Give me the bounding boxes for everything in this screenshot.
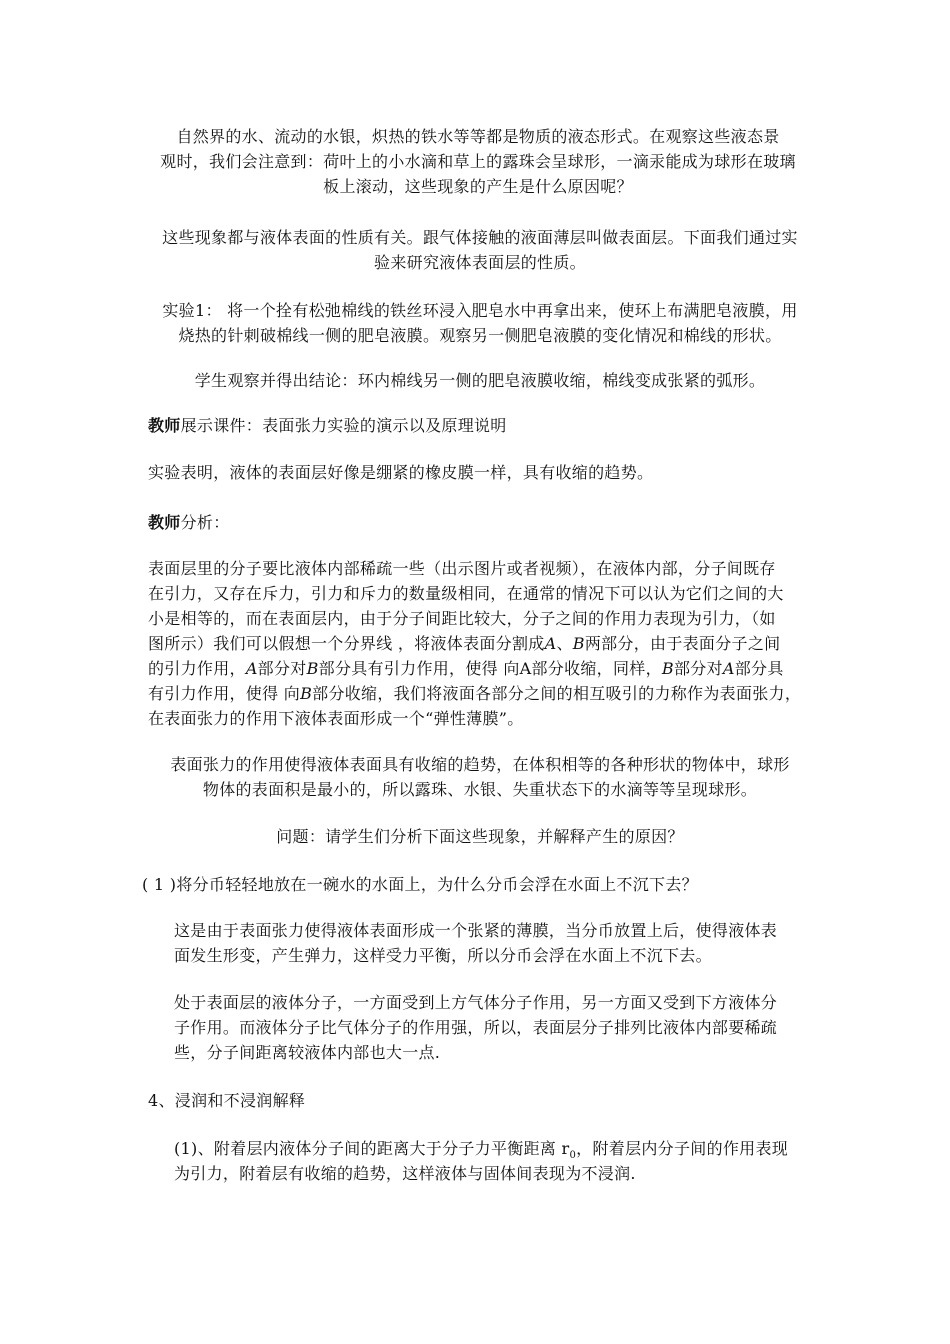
text-line: 在表面张力的作用下液体表面形成一个“弹性薄膜”。 bbox=[148, 709, 524, 728]
italic-b: B bbox=[661, 659, 674, 678]
text-span: 部分对 bbox=[257, 659, 307, 678]
italic-b: B bbox=[572, 634, 585, 653]
text-line: 学生观察并得出结论：环内棉线另一侧的肥皂液膜收缩，棉线变成张紧的弧形。 bbox=[194, 371, 766, 390]
text-span: (1)、附着层内液体分子间的距离大于分子力平衡距离 r bbox=[174, 1139, 570, 1158]
teacher-demo-text: 展示课件：表面张力实验的演示以及原理说明 bbox=[180, 416, 507, 435]
teacher-demo-line bbox=[148, 413, 828, 438]
text-span: 两部分，由于表面分子之间 bbox=[584, 634, 781, 653]
text-span: 图所示）我们可以假想一个分界线 ，将液体表面分割成 bbox=[148, 634, 545, 653]
text-line: 些，分子间距离较液体内部也大一点. bbox=[174, 1043, 441, 1062]
italic-a: A bbox=[544, 634, 557, 653]
text-line: 面发生形变，产生弹力，这样受力平衡，所以分币会浮在水面上不沉下去。 bbox=[174, 946, 712, 965]
text-span: 部分具有引力作用，使得 向A部分收缩，同样， bbox=[318, 659, 662, 678]
text-line: 处于表面层的液体分子，一方面受到上方气体分子作用，另一方面又受到下方液体分 bbox=[174, 993, 778, 1012]
result-line bbox=[148, 460, 828, 485]
italic-b: B bbox=[306, 659, 319, 678]
text-line bbox=[148, 631, 828, 656]
teacher-label: 教师 bbox=[148, 416, 181, 435]
text-line: 为引力，附着层有收缩的趋势，这样液体与固体间表现为不浸润. bbox=[174, 1164, 636, 1183]
text-line: 实验表明，液体的表面层好像是绷紧的橡皮膜一样，具有收缩的趋势。 bbox=[148, 463, 654, 482]
text-line bbox=[148, 681, 828, 706]
student-conclusion bbox=[140, 368, 820, 393]
text-line bbox=[174, 1136, 834, 1161]
sphere-paragraph bbox=[140, 752, 820, 802]
subscript-zero: 0 bbox=[569, 1150, 577, 1162]
text-line: 表面层里的分子要比液体内部稀疏一些（出示图片或者视频），在液体内部，分子间既存 bbox=[148, 559, 776, 578]
text-line: 自然界的水、流动的水银，炽热的铁水等等都是物质的液态形式。在观察这些液态景 bbox=[176, 127, 780, 146]
text-span: 部分对 bbox=[673, 659, 723, 678]
text-line: 小是相等的，而在表面层内，由于分子间距比较大，分子之间的作用力表现为引力，（如 bbox=[148, 609, 776, 628]
text-line: 实验1： 将一个拴有松弛棉线的铁丝环浸入肥皂水中再拿出来，使环上布满肥皂液膜，用 bbox=[162, 301, 798, 320]
text-line: 在引力，又存在斥力，引力和斥力的数量级相同，在通常的情况下可以认为它们之间的大 bbox=[148, 584, 784, 603]
question-1 bbox=[142, 872, 822, 897]
teacher-label: 教师 bbox=[148, 513, 181, 532]
text-line: 烧热的针刺破棉线一侧的肥皂液膜。观察另一侧肥皂液膜的变化情况和棉线的形状。 bbox=[178, 326, 782, 345]
experiment-paragraph bbox=[140, 298, 820, 348]
text-span: 的引力作用， bbox=[148, 659, 246, 678]
text-line: 观时，我们会注意到：荷叶上的小水滴和草上的露珠会呈球形，一滴汞能成为球形在玻璃 bbox=[160, 152, 796, 171]
teacher-analysis-text: 分析： bbox=[180, 513, 230, 532]
italic-a: A bbox=[245, 659, 258, 678]
analysis-paragraph bbox=[148, 556, 828, 731]
wetting-paragraph bbox=[174, 1136, 834, 1186]
text-line: 板上滚动，这些现象的产生是什么原因呢？ bbox=[323, 177, 633, 196]
text-line: 问题：请学生们分析下面这些现象，并解释产生的原因？ bbox=[276, 827, 684, 846]
text-line: 4、浸润和不浸润解释 bbox=[148, 1091, 306, 1110]
text-line: 这是由于表面张力使得液体表面形成一个张紧的薄膜，当分币放置上后，使得液体表 bbox=[174, 921, 778, 940]
text-line: 表面张力的作用使得液体表面具有收缩的趋势，在体积相等的各种形状的物体中，球形 bbox=[170, 755, 790, 774]
italic-b: B bbox=[300, 684, 313, 703]
text-span: 、 bbox=[556, 634, 573, 653]
text-span: 有引力作用，使得 向 bbox=[148, 684, 301, 703]
section-4-heading bbox=[148, 1088, 828, 1113]
text-span: 部分具 bbox=[734, 659, 784, 678]
text-line: 验来研究液体表面层的性质。 bbox=[374, 253, 586, 272]
text-line: ( 1 )将分币轻轻地放在一碗水的水面上，为什么分币会浮在水面上不沉下去？ bbox=[142, 875, 698, 894]
question-line bbox=[140, 824, 820, 849]
answer-2-paragraph bbox=[174, 990, 834, 1065]
text-span: ，附着层内分子间的作用表现 bbox=[576, 1139, 789, 1158]
italic-a: A bbox=[722, 659, 735, 678]
text-span: 部分收缩，我们将液面各部分之间的相互吸引的力称作为表面张力， bbox=[312, 684, 802, 703]
text-line: 这些现象都与液体表面的性质有关。跟气体接触的液面薄层叫做表面层。下面我们通过实 bbox=[162, 228, 798, 247]
text-line: 子作用。而液体分子比气体分子的作用强，所以，表面层分子排列比液体内部要稀疏 bbox=[174, 1018, 778, 1037]
text-line: 物体的表面积是最小的，所以露珠、水银、失重状态下的水滴等等呈现球形。 bbox=[202, 780, 758, 799]
answer-1-paragraph bbox=[174, 918, 834, 968]
surface-layer-paragraph bbox=[140, 225, 820, 275]
text-line bbox=[148, 656, 828, 681]
intro-paragraph bbox=[148, 124, 808, 199]
teacher-analysis-line bbox=[148, 510, 828, 535]
